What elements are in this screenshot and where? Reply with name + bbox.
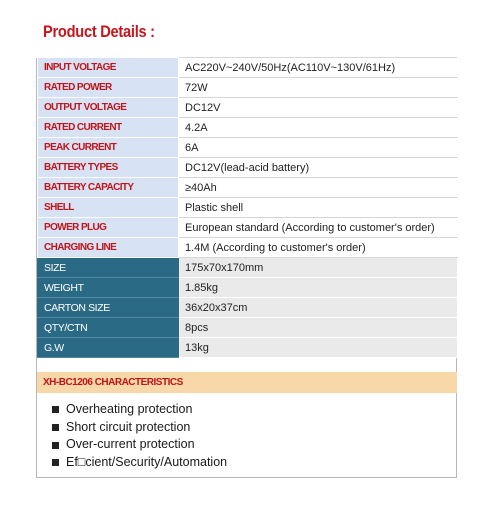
spec-table	[37, 57, 458, 358]
spec-row	[38, 58, 458, 78]
spec-label: BATTERY CAPACITY	[38, 178, 179, 198]
packing-value: 8pcs	[179, 318, 458, 338]
spec-value: 72W	[179, 78, 458, 98]
spec-value: Plastic shell	[179, 198, 458, 218]
feature-text: Over-current protection	[66, 437, 195, 452]
characteristics-list	[50, 401, 227, 472]
spec-row	[38, 178, 458, 198]
spec-row	[38, 118, 458, 138]
spec-label: OUTPUT VOLTAGE	[38, 98, 179, 118]
list-item	[50, 454, 227, 472]
spec-value: AC220V~240V/50Hz(AC110V~130V/61Hz)	[179, 58, 458, 78]
square-bullet-icon	[52, 442, 59, 449]
spec-value: European standard (According to customer's order)	[179, 218, 458, 238]
packing-label: WEIGHT	[38, 278, 179, 298]
square-bullet-icon	[52, 424, 59, 431]
packing-label: SIZE	[38, 258, 179, 278]
spec-value: DC12V(lead-acid battery)	[179, 158, 458, 178]
spec-row	[38, 158, 458, 178]
packing-row	[38, 298, 458, 318]
packing-label: QTY/CTN	[38, 318, 179, 338]
page-title: Product Details :	[43, 22, 155, 41]
spec-row	[38, 218, 458, 238]
list-item	[50, 436, 227, 454]
spec-label: INPUT VOLTAGE	[38, 58, 179, 78]
packing-label: CARTON SIZE	[38, 298, 179, 318]
packing-row	[38, 278, 458, 298]
spec-label: PEAK CURRENT	[38, 138, 179, 158]
spec-value: 4.2A	[179, 118, 458, 138]
packing-value: 1.85kg	[179, 278, 458, 298]
spec-row	[38, 238, 458, 258]
packing-value: 175x70x170mm	[179, 258, 458, 278]
spec-label: RATED POWER	[38, 78, 179, 98]
packing-row	[38, 318, 458, 338]
spec-row	[38, 198, 458, 218]
spec-row	[38, 98, 458, 118]
packing-value: 36x20x37cm	[179, 298, 458, 318]
characteristics-heading: XH-BC1206 CHARACTERISTICS	[37, 372, 457, 393]
square-bullet-icon	[52, 406, 59, 413]
square-bullet-icon	[52, 459, 59, 466]
packing-value: 13kg	[179, 338, 458, 358]
list-item	[50, 401, 227, 419]
list-item	[50, 419, 227, 437]
spec-label: RATED CURRENT	[38, 118, 179, 138]
spec-label: POWER PLUG	[38, 218, 179, 238]
packing-row	[38, 338, 458, 358]
spec-value: 6A	[179, 138, 458, 158]
packing-label: G.W	[38, 338, 179, 358]
spec-label: CHARGING LINE	[38, 238, 179, 258]
spec-label: SHELL	[38, 198, 179, 218]
feature-text: Ef□cient/Security/Automation	[66, 455, 228, 470]
packing-row	[38, 258, 458, 278]
spec-label: BATTERY TYPES	[38, 158, 179, 178]
spec-row	[38, 78, 458, 98]
spec-value: ≥40Ah	[179, 178, 458, 198]
spec-row	[38, 138, 458, 158]
spec-value: 1.4M (According to customer's order)	[179, 238, 458, 258]
spec-value: DC12V	[179, 98, 458, 118]
feature-text: Overheating protection	[66, 402, 193, 416]
feature-text: Short circuit protection	[66, 419, 191, 434]
